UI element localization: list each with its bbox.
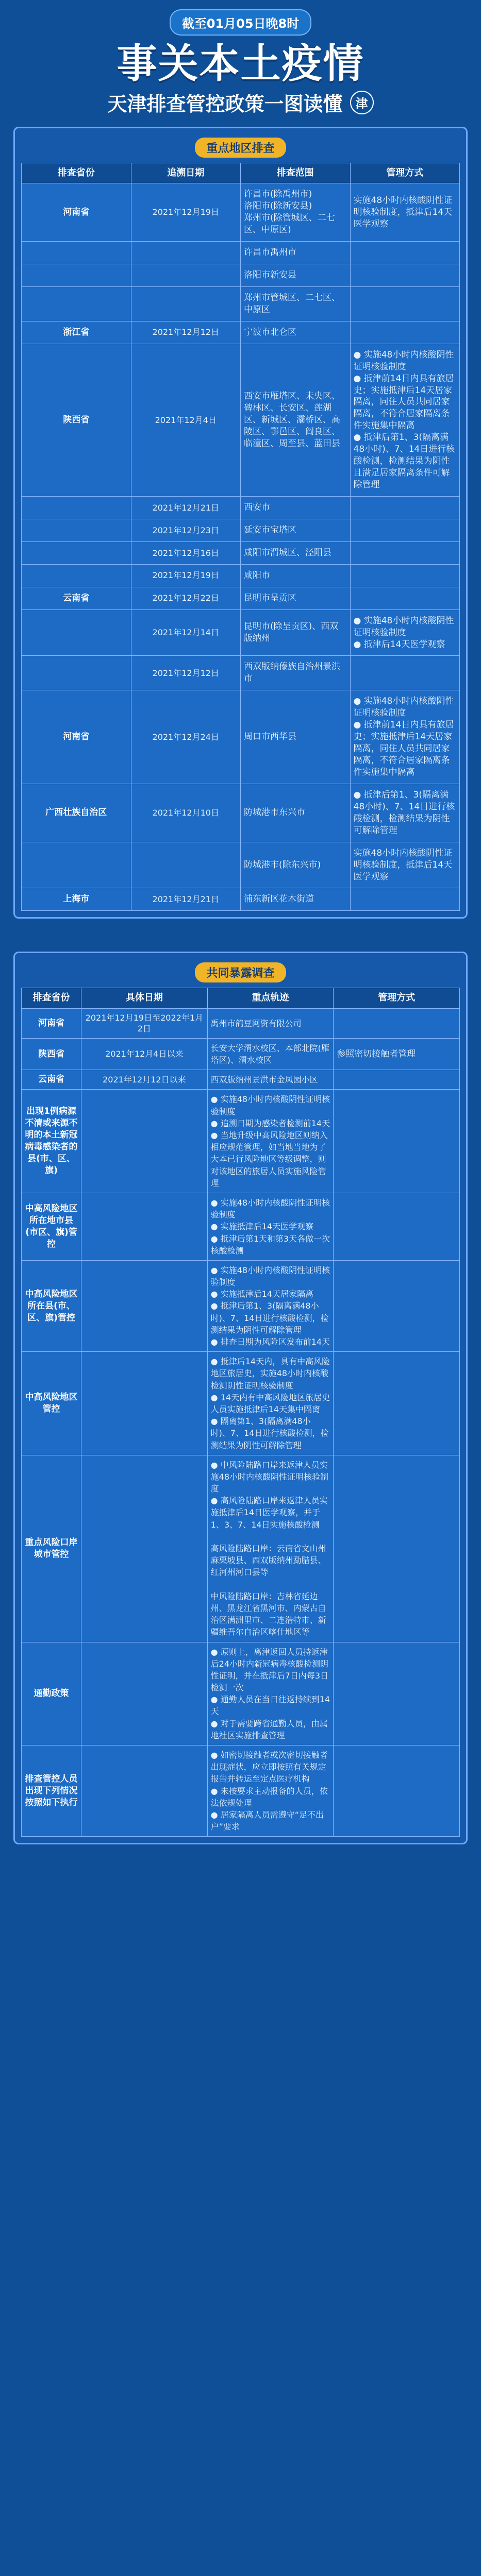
hero-title: 事关本土疫情 <box>117 41 364 87</box>
upper-province-cell: 河南省 <box>22 690 131 784</box>
upper-method-cell: 实施48小时内核酸阴性证明核验制度，抵津后14天医学观察 <box>350 842 460 888</box>
upper-row <box>22 842 460 888</box>
lower-province-cell: 中高风险地区所在县(市、区、旗)管控 <box>22 1260 81 1351</box>
upper-scope-cell: 宁波市北仑区 <box>241 321 351 344</box>
upper-row <box>22 609 460 656</box>
upper-method-cell <box>350 564 460 587</box>
upper-date-cell: 2021年12月19日 <box>131 564 241 587</box>
upper-method-cell <box>350 264 460 286</box>
upper-date-cell <box>131 264 241 286</box>
lower-method-cell: 参照密切接触者管理 <box>334 1038 460 1070</box>
upper-date-cell: 2021年12月24日 <box>131 690 241 784</box>
lower-province-cell: 通勤政策 <box>22 1642 81 1745</box>
upper-method-cell <box>350 519 460 541</box>
lower-row <box>22 1260 460 1351</box>
upper-method-cell <box>350 656 460 690</box>
lower-date-cell <box>81 1193 208 1260</box>
upper-date-cell: 2021年12月23日 <box>131 519 241 541</box>
lower-header-date: 具体日期 <box>81 988 208 1008</box>
upper-date-cell: 2021年12月21日 <box>131 496 241 519</box>
lower-track-cell: ● 实施48小时内核酸阴性证明核验制度 ● 实施抵津后14天医学观察 ● 抵津后第1天和第3天各做一次核酸检测 <box>207 1193 334 1260</box>
lower-method-cell <box>334 1090 460 1193</box>
lower-card <box>13 952 468 1844</box>
upper-scope-cell: 延安市宝塔区 <box>241 519 351 541</box>
upper-row <box>22 564 460 587</box>
upper-row <box>22 587 460 609</box>
upper-province-cell <box>22 519 131 541</box>
lower-track-cell: 禹州市鸽豆网资有限公司 <box>207 1008 334 1038</box>
lower-row <box>22 1193 460 1260</box>
lower-method-cell <box>334 1455 460 1642</box>
lower-method-cell <box>334 1352 460 1455</box>
upper-method-cell <box>350 286 460 321</box>
lower-method-cell <box>334 1745 460 1837</box>
lower-date-cell: 2021年12月12日以来 <box>81 1070 208 1090</box>
upper-method-cell <box>350 496 460 519</box>
upper-province-cell: 陕西省 <box>22 344 131 496</box>
upper-header-method: 管理方式 <box>350 163 460 183</box>
logo-icon: 津 <box>350 91 374 114</box>
lower-province-cell: 出现1例病源不清或来源不明的本土新冠病毒感染者的县(市、区、旗) <box>22 1090 81 1193</box>
upper-province-cell <box>22 656 131 690</box>
upper-date-cell <box>131 842 241 888</box>
date-pill: 截至01月05日晚8时 <box>170 9 312 36</box>
upper-row <box>22 242 460 264</box>
upper-date-cell <box>131 286 241 321</box>
lower-method-cell <box>334 1193 460 1260</box>
upper-province-cell <box>22 564 131 587</box>
upper-method-cell: ● 实施48小时内核酸阴性证明核验制度 ● 抵津前14日内具有旅居史；实施抵津后14天居家隔离，同住人员共同居家隔离，不符合居家隔离条件实施集中隔离 ● 抵津后第1、3(隔离满48小时)、7、14日进行核酸检测，检测结果为阴性且满足居家隔离条件可解除管理 <box>350 344 460 496</box>
lower-date-cell <box>81 1455 208 1642</box>
upper-row <box>22 784 460 842</box>
upper-province-cell <box>22 496 131 519</box>
lower-track-cell: ● 中风险陆路口岸来返津人员实施48小时内核酸阴性证明核验制度 ● 高风险陆路口岸来返津人员实施抵津后14日医学观察，并于1、3、7、14日实施核酸检测 高风险陆路口岸：云南省文山州麻栗坡县、西双版纳州勐腊县、红河州河口县等 中风险陆路口岸：吉林省延边州、黑龙江省黑河市、内蒙古自治区满洲里市、二连浩特市、新疆维吾尔自治区喀什地区等 <box>207 1455 334 1642</box>
upper-scope-cell: 防城港市(除东兴市) <box>241 842 351 888</box>
lower-date-cell <box>81 1745 208 1837</box>
upper-date-cell <box>131 242 241 264</box>
upper-scope-cell: 许昌市禹州市 <box>241 242 351 264</box>
upper-province-cell <box>22 609 131 656</box>
lower-date-cell <box>81 1352 208 1455</box>
upper-method-cell: ● 实施48小时内核酸阴性证明核验制度 ● 抵津前14日内具有旅居史；实施抵津后14天居家隔离，同住人员共同居家隔离，不符合居家隔离条件实施集中隔离 <box>350 690 460 784</box>
upper-header-province: 排查省份 <box>22 163 131 183</box>
upper-scope-cell: 咸阳市渭城区、泾阳县 <box>241 541 351 564</box>
lower-header-track: 重点轨迹 <box>207 988 334 1008</box>
lower-method-cell <box>334 1008 460 1038</box>
upper-province-cell: 上海市 <box>22 888 131 911</box>
upper-province-cell <box>22 541 131 564</box>
upper-row <box>22 286 460 321</box>
lower-date-cell <box>81 1090 208 1193</box>
hero-subtitle <box>107 88 373 116</box>
lower-row <box>22 1008 460 1038</box>
lower-row <box>22 1745 460 1837</box>
lower-row <box>22 1352 460 1455</box>
upper-method-cell <box>350 587 460 609</box>
upper-row <box>22 344 460 496</box>
upper-province-cell: 广西壮族自治区 <box>22 784 131 842</box>
upper-method-cell <box>350 541 460 564</box>
upper-row <box>22 496 460 519</box>
lower-track-cell: ● 抵津后14天内，具有中高风险地区旅居史，实施48小时内核酸检测阴性证明核验制度 ● 14天内有中高风险地区旅居史人员实施抵津后14天集中隔离 ● 隔离第1、3(隔离满48小时)、7、14日进行核酸检测，检测结果为阴性可解除管理 <box>207 1352 334 1455</box>
lower-row <box>22 1090 460 1193</box>
upper-method-cell <box>350 888 460 911</box>
upper-scope-cell: 周口市西华县 <box>241 690 351 784</box>
upper-row <box>22 690 460 784</box>
upper-scope-cell: 咸阳市 <box>241 564 351 587</box>
upper-row <box>22 656 460 690</box>
upper-date-cell: 2021年12月12日 <box>131 656 241 690</box>
upper-row <box>22 264 460 286</box>
lower-method-cell <box>334 1260 460 1351</box>
upper-scope-cell: 郑州市管城区、二七区、中原区 <box>241 286 351 321</box>
upper-province-cell <box>22 286 131 321</box>
upper-card <box>13 127 468 919</box>
lower-province-cell: 排查管控人员出现下列情况按照如下执行 <box>22 1745 81 1837</box>
upper-scope-cell: 昆明市(除呈贡区)、西双版纳州 <box>241 609 351 656</box>
upper-province-cell: 浙江省 <box>22 321 131 344</box>
upper-header-scope: 排查范围 <box>241 163 351 183</box>
upper-method-cell: 实施48小时内核酸阴性证明核验制度，抵津后14天医学观察 <box>350 183 460 242</box>
upper-scope-cell: 西双版纳傣族自治州景洪市 <box>241 656 351 690</box>
upper-header-date: 追溯日期 <box>131 163 241 183</box>
upper-province-cell: 云南省 <box>22 587 131 609</box>
lower-row <box>22 1038 460 1070</box>
lower-date-cell: 2021年12月19日至2022年1月2日 <box>81 1008 208 1038</box>
lower-track-cell: 长安大学渭水校区、本部北院(雁塔区)、渭水校区 <box>207 1038 334 1070</box>
upper-date-cell: 2021年12月10日 <box>131 784 241 842</box>
upper-scope-cell: 浦东新区花木街道 <box>241 888 351 911</box>
lower-table <box>21 988 460 1837</box>
upper-method-cell <box>350 321 460 344</box>
upper-date-cell: 2021年12月12日 <box>131 321 241 344</box>
lower-row <box>22 1070 460 1090</box>
upper-province-cell: 河南省 <box>22 183 131 242</box>
upper-method-cell: ● 抵津后第1、3(隔离满48小时)、7、14日进行核酸检测，检测结果为阴性可解除管理 <box>350 784 460 842</box>
upper-row <box>22 183 460 242</box>
lower-province-cell: 河南省 <box>22 1008 81 1038</box>
upper-date-cell: 2021年12月22日 <box>131 587 241 609</box>
lower-header-method: 管理方式 <box>334 988 460 1008</box>
lower-method-cell <box>334 1070 460 1090</box>
upper-scope-cell: 许昌市(除禹州市) 洛阳市(除新安县) 郑州市(除管城区、二七区、中原区) <box>241 183 351 242</box>
upper-row <box>22 519 460 541</box>
lower-method-cell <box>334 1642 460 1745</box>
lower-date-cell <box>81 1260 208 1351</box>
lower-track-cell: ● 如密切接触者或次密切接触者出现症状，应立即按照有关规定报告并转运至定点医疗机构 ● 未按要求主动报备的人员，依法依规处理 ● 居家隔离人员需遵守“足不出户”要求 <box>207 1745 334 1837</box>
lower-track-cell: ● 实施48小时内核酸阴性证明核验制度 ● 实施抵津后14天居家隔离 ● 抵津后第1、3(隔离满48小时)、7、14日进行核酸检测，检测结果为阴性可解除管理 ● 排查日期为风险区发布前14天 <box>207 1260 334 1351</box>
lower-province-cell: 中高风险地区所在地市县(市区、旗)管控 <box>22 1193 81 1260</box>
upper-table <box>21 163 460 911</box>
upper-row <box>22 888 460 911</box>
upper-row <box>22 321 460 344</box>
upper-date-cell: 2021年12月16日 <box>131 541 241 564</box>
lower-section-title: 共同暴露调查 <box>21 962 460 982</box>
upper-section-title: 重点地区排查 <box>21 138 460 158</box>
lower-province-cell: 陕西省 <box>22 1038 81 1070</box>
upper-province-cell <box>22 242 131 264</box>
lower-track-cell: 西双版纳州景洪市金凤园小区 <box>207 1070 334 1090</box>
lower-track-cell: ● 实施48小时内核酸阴性证明核验制度 ● 追溯日期为感染者检测前14天 ● 当地升级中高风险地区则纳入相应规范管理，如当地当地为了大本已行风险地区等级调整，则对该地区的旅居人员实施风险管理 <box>207 1090 334 1193</box>
lower-date-cell <box>81 1642 208 1745</box>
hero-subtitle-text: 天津排查管控政策一图读懂 <box>107 93 343 115</box>
hero <box>0 0 481 120</box>
upper-scope-cell: 昆明市呈贡区 <box>241 587 351 609</box>
upper-date-cell: 2021年12月19日 <box>131 183 241 242</box>
lower-row <box>22 1455 460 1642</box>
upper-date-cell: 2021年12月21日 <box>131 888 241 911</box>
upper-province-cell <box>22 264 131 286</box>
upper-row <box>22 541 460 564</box>
upper-date-cell: 2021年12月4日 <box>131 344 241 496</box>
upper-scope-cell: 西安市 <box>241 496 351 519</box>
upper-province-cell <box>22 842 131 888</box>
lower-header-province: 排查省份 <box>22 988 81 1008</box>
upper-date-cell: 2021年12月14日 <box>131 609 241 656</box>
lower-province-cell: 重点风险口岸城市管控 <box>22 1455 81 1642</box>
upper-scope-cell: 防城港市东兴市 <box>241 784 351 842</box>
upper-scope-cell: 西安市雁塔区、未央区、碑林区、长安区、莲湖区、新城区、灞桥区、高陵区、鄠邑区、阎良区、临潼区、周至县、蓝田县 <box>241 344 351 496</box>
lower-row <box>22 1642 460 1745</box>
upper-scope-cell: 洛阳市新安县 <box>241 264 351 286</box>
upper-method-cell <box>350 242 460 264</box>
upper-method-cell: ● 实施48小时内核酸阴性证明核验制度 ● 抵津后14天医学观察 <box>350 609 460 656</box>
lower-province-cell: 中高风险地区管控 <box>22 1352 81 1455</box>
lower-province-cell: 云南省 <box>22 1070 81 1090</box>
lower-track-cell: ● 原则上，离津返回人员持返津后24小时内新冠病毒核酸检测阴性证明，并在抵津后7日内每3日检测一次 ● 通勤人员在当日往返持续到14天 ● 对于需要跨省通勤人员，由属地社区实施排查管理 <box>207 1642 334 1745</box>
lower-date-cell: 2021年12月4日以来 <box>81 1038 208 1070</box>
